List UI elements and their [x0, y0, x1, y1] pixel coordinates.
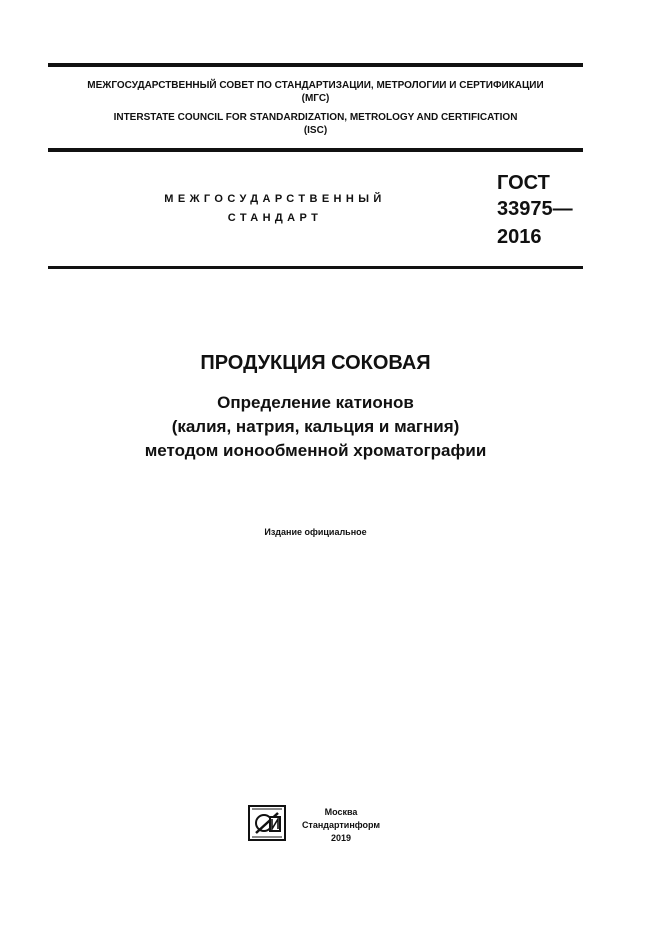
- council-name-ru: МЕЖГОСУДАРСТВЕННЫЙ СОВЕТ ПО СТАНДАРТИЗАЦИИ, МЕТРОЛОГИИ И СЕРТИФИКАЦИИ: [87, 80, 544, 91]
- publisher-name: Стандартинформ: [301, 820, 381, 830]
- council-abbr-ru: (МГС): [301, 93, 330, 104]
- header-top-rule: [48, 63, 583, 67]
- publication-year: 2019: [330, 833, 352, 843]
- gost-prefix: ГОСТ: [497, 172, 550, 194]
- gost-year: 2016: [497, 226, 542, 248]
- publisher-city: Москва: [324, 807, 358, 817]
- document-subtitle-line1: Определение катионов: [217, 393, 414, 412]
- standartinform-logo-icon: [248, 805, 286, 841]
- header-bottom-rule: [48, 266, 583, 269]
- council-abbr-en: (ISC): [303, 125, 328, 136]
- standard-type-line2: СТАНДАРТ: [227, 212, 323, 224]
- document-subtitle-line3: методом ионообменной хроматографии: [144, 441, 487, 460]
- edition-note: Издание официальное: [264, 527, 367, 537]
- document-title: ПРОДУКЦИЯ СОКОВАЯ: [200, 352, 431, 374]
- header-middle-rule: [48, 148, 583, 152]
- standard-type-line1: МЕЖГОСУДАРСТВЕННЫЙ: [164, 193, 386, 205]
- council-name-en: INTERSTATE COUNCIL FOR STANDARDIZATION, METROLOGY AND CERTIFICATION: [113, 112, 518, 123]
- document-subtitle-line2: (калия, натрия, кальция и магния): [171, 417, 460, 436]
- gost-number: 33975—: [497, 198, 573, 220]
